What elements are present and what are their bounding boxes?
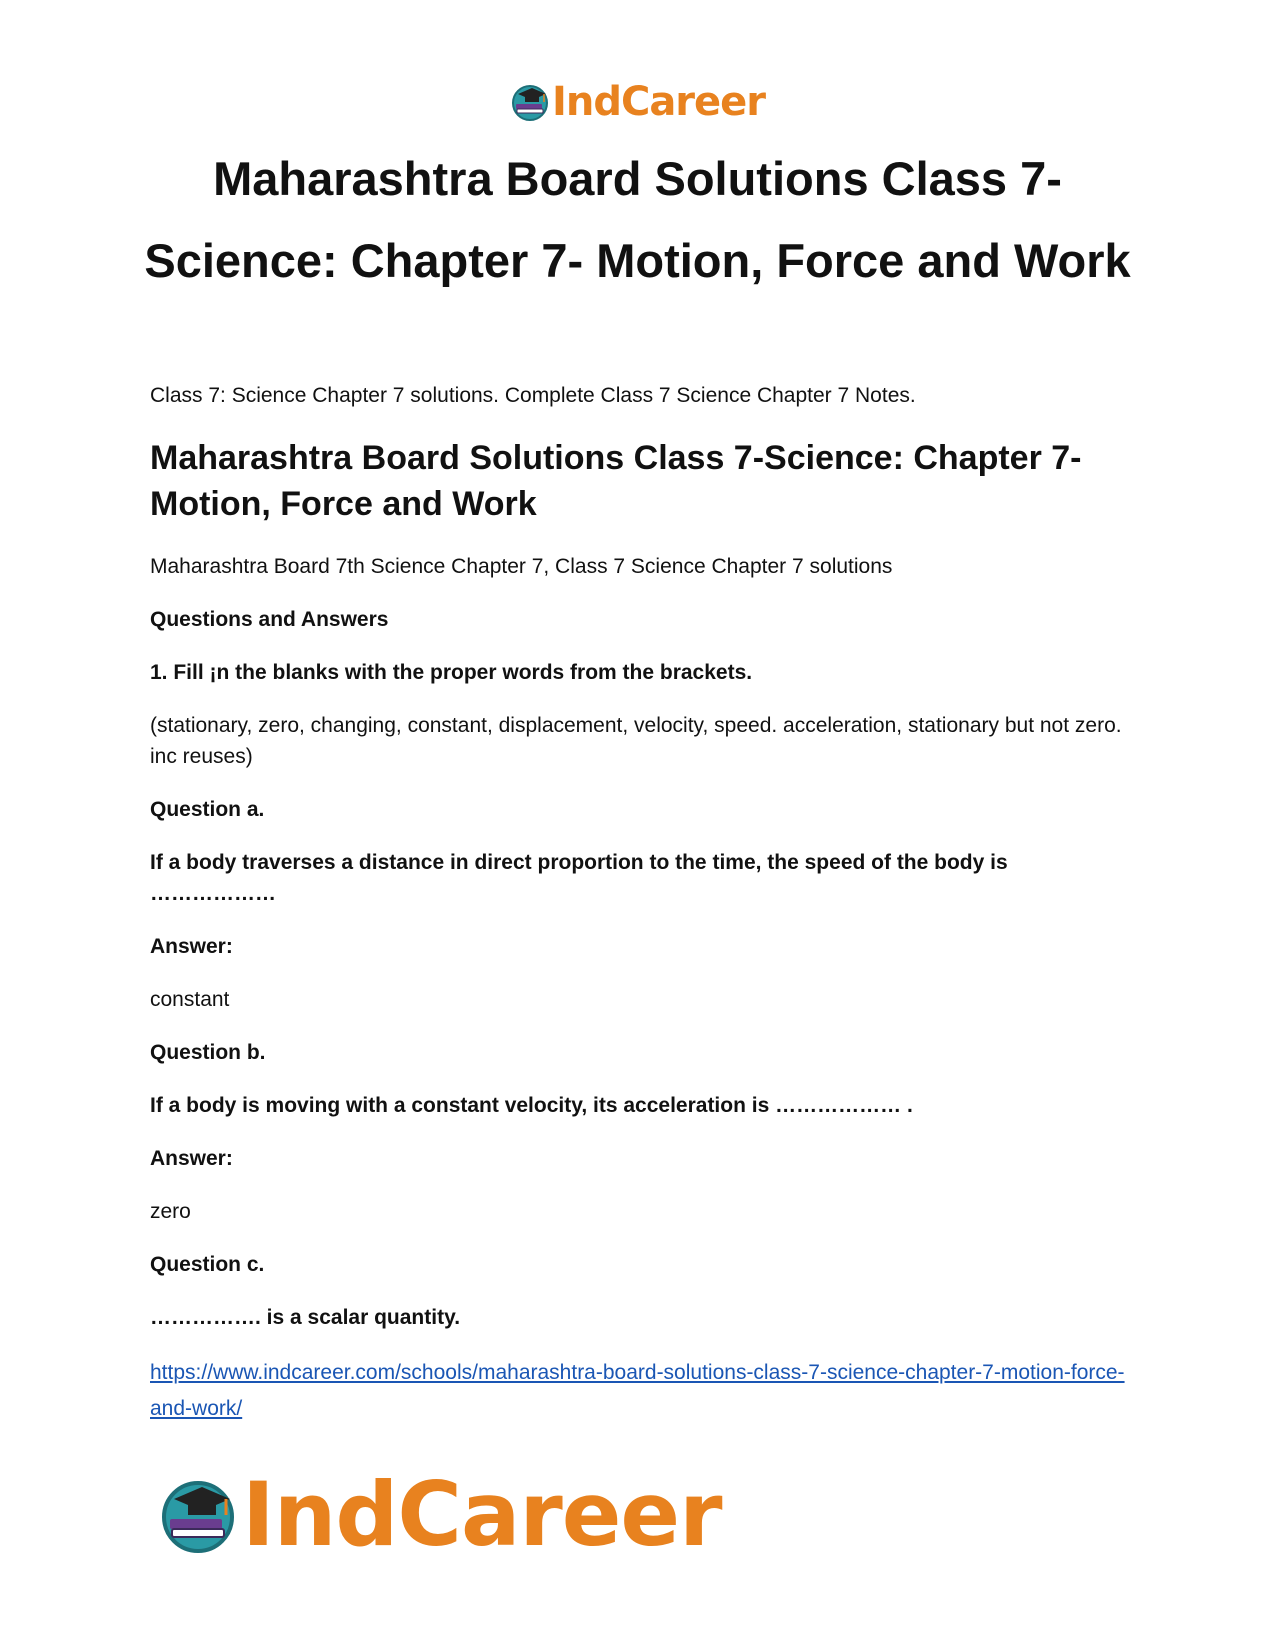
answer-label: Answer: <box>150 935 233 958</box>
page-title: Maharashtra Board Solutions Class 7-Science: Chapter 7- Motion, Force and Work <box>144 152 1131 287</box>
brand-wordmark: IndCareer <box>242 1463 722 1566</box>
header-logo <box>510 78 765 126</box>
footer-logo-area <box>158 1465 722 1565</box>
question-label: Question b. <box>150 1041 266 1064</box>
document-body <box>150 380 1130 1427</box>
graduation-cap-book-globe-icon <box>510 82 550 122</box>
header-logo-area <box>0 78 1275 126</box>
answer-text: zero <box>150 1200 191 1223</box>
question-text: If a body is moving with a constant velocity, its acceleration is ……………… . <box>150 1094 913 1117</box>
section-heading: Maharashtra Board Solutions Class 7-Science: Chapter 7- Motion, Force and Work <box>150 439 1082 523</box>
question-text: ……………. is a scalar quantity. <box>150 1306 461 1329</box>
graduation-cap-book-globe-icon <box>158 1475 238 1555</box>
footer-logo <box>158 1465 722 1565</box>
question-text: If a body traverses a distance in direct proportion to the time, the speed of the body is ……………… <box>150 851 1008 905</box>
exercise-title: 1. Fill ¡n the blanks with the proper words from the brackets. <box>150 661 753 684</box>
word-bank: (stationary, zero, changing, constant, displacement, velocity, speed. acceleration, stationary but not zero. inc reuses) <box>150 714 1122 768</box>
source-url-link[interactable]: https://www.indcareer.com/schools/maharashtra-board-solutions-class-7-science-chapter-7-motion-force-and-work/ <box>150 1361 1125 1420</box>
subtitle-text: Maharashtra Board 7th Science Chapter 7, Class 7 Science Chapter 7 solutions <box>150 555 893 578</box>
answer-text: constant <box>150 988 230 1011</box>
section-label: Questions and Answers <box>150 608 389 631</box>
question-label: Question a. <box>150 798 265 821</box>
answer-label: Answer: <box>150 1147 233 1170</box>
intro-text: Class 7: Science Chapter 7 solutions. Complete Class 7 Science Chapter 7 Notes. <box>150 384 916 407</box>
question-label: Question c. <box>150 1253 265 1276</box>
brand-wordmark: IndCareer <box>551 79 766 125</box>
